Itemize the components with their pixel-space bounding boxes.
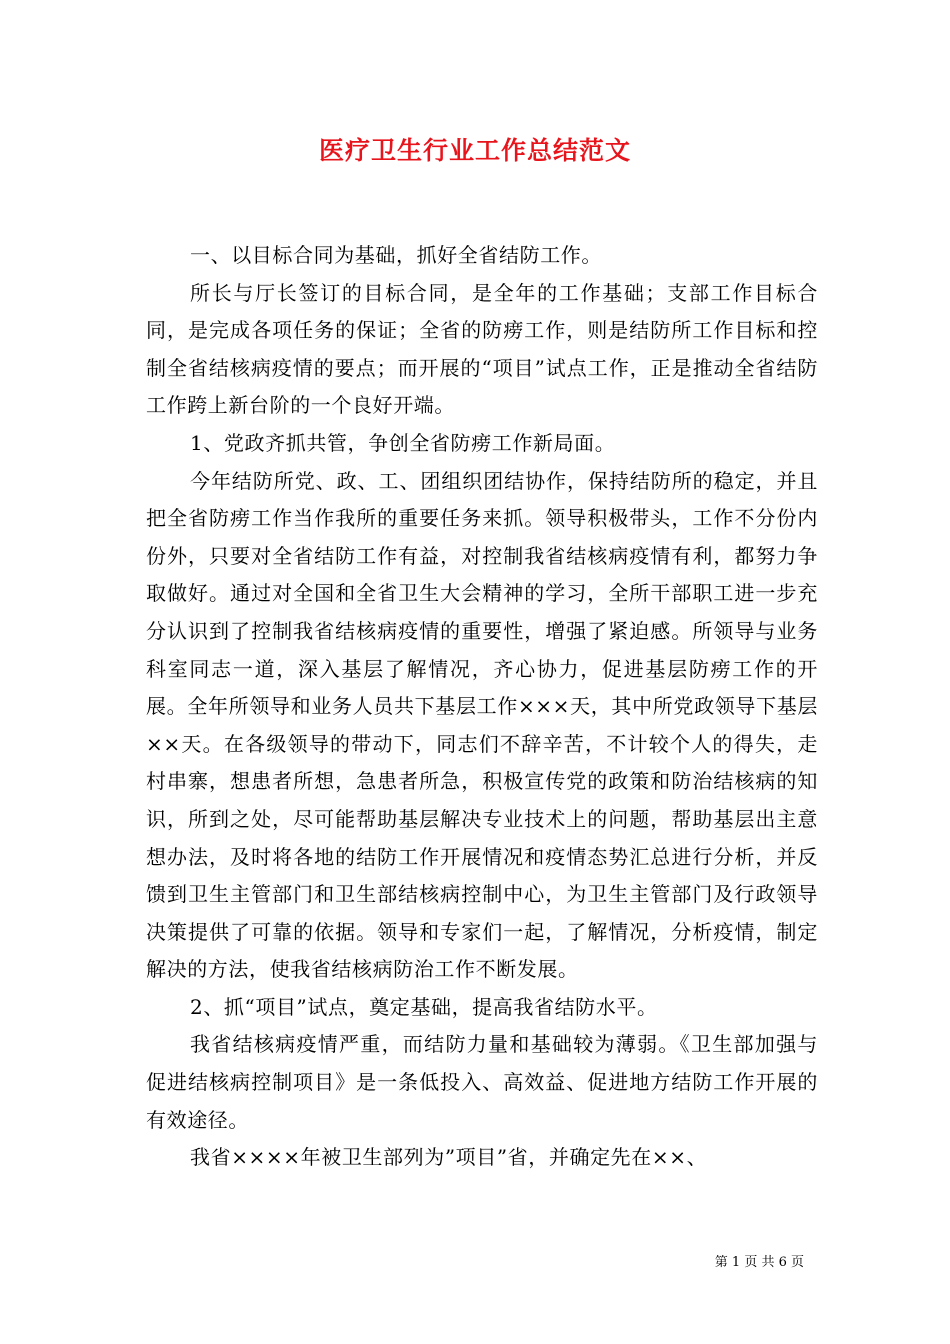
- subsection-heading: 1、党政齐抓共管，争创全省防痨工作新局面。: [190, 430, 616, 455]
- page-number: 第 1 页 共 6 页: [714, 1255, 804, 1270]
- body-paragraph: 我省××××年被卫生部列为”项目”省，并确定先在××、: [190, 1145, 708, 1170]
- body-paragraph: 我省结核病疫情严重，而结防力量和基础较为薄弱。《卫生部加强与促进结核病控制项目》是一条低投入、高效益、促进地方结防工作开展的有效途径。: [146, 1032, 818, 1132]
- subsection-heading: 2、抓“项目”试点，奠定基础，提高我省结防水平。: [190, 994, 658, 1019]
- body-paragraph: 今年结防所党、政、工、团组织团结协作，保持结防所的稳定，并且把全省防痨工作当作我所的重要任务来抓。领导积极带头，工作不分份内份外，只要对全省结防工作有益，对控制我省结核病疫情有利，都努力争取做好。通过对全国和全省卫生大会精神的学习，全所干部职工进一步充分认识到了控制我省结核病疫情的重要性，增强了紧迫感。所领导与业务科室同志一道，深入基层了解情况，齐心协力，促进基层防痨工作的开展。全年所领导和业务人员共下基层工作×××天，其中所党政领导下基层××天。在各级领导的带动下，同志们不辞辛苦，不计较个人的得失，走村串寨，想患者所想，急患者所急，积极宣传党的政策和防治结核病的知识，所到之处，尽可能帮助基层解决专业技术上的问题，帮助基层出主意想办法，及时将各地的结防工作开展情况和疫情态势汇总进行分析，并反馈到卫生主管部门和卫生部结核病控制中心，为卫生主管部门及行政领导决策提供了可靠的依据。领导和专家们一起，了解情况，分析疫情，制定解决的方法，使我省结核病防治工作不断发展。: [146, 468, 818, 982]
- body-paragraph: 所长与厅长签订的目标合同，是全年的工作基础；支部工作目标合同，是完成各项任务的保证；全省的防痨工作，则是结防所工作目标和控制全省结核病疫情的要点；而开展的“项目”试点工作，正是推动全省结防工作跨上新台阶的一个良好开端。: [146, 280, 818, 418]
- document-title: 医疗卫生行业工作总结范文: [318, 136, 631, 165]
- section-heading: 一、以目标合同为基础，抓好全省结防工作。: [190, 243, 602, 267]
- document-body: [146, 237, 818, 1177]
